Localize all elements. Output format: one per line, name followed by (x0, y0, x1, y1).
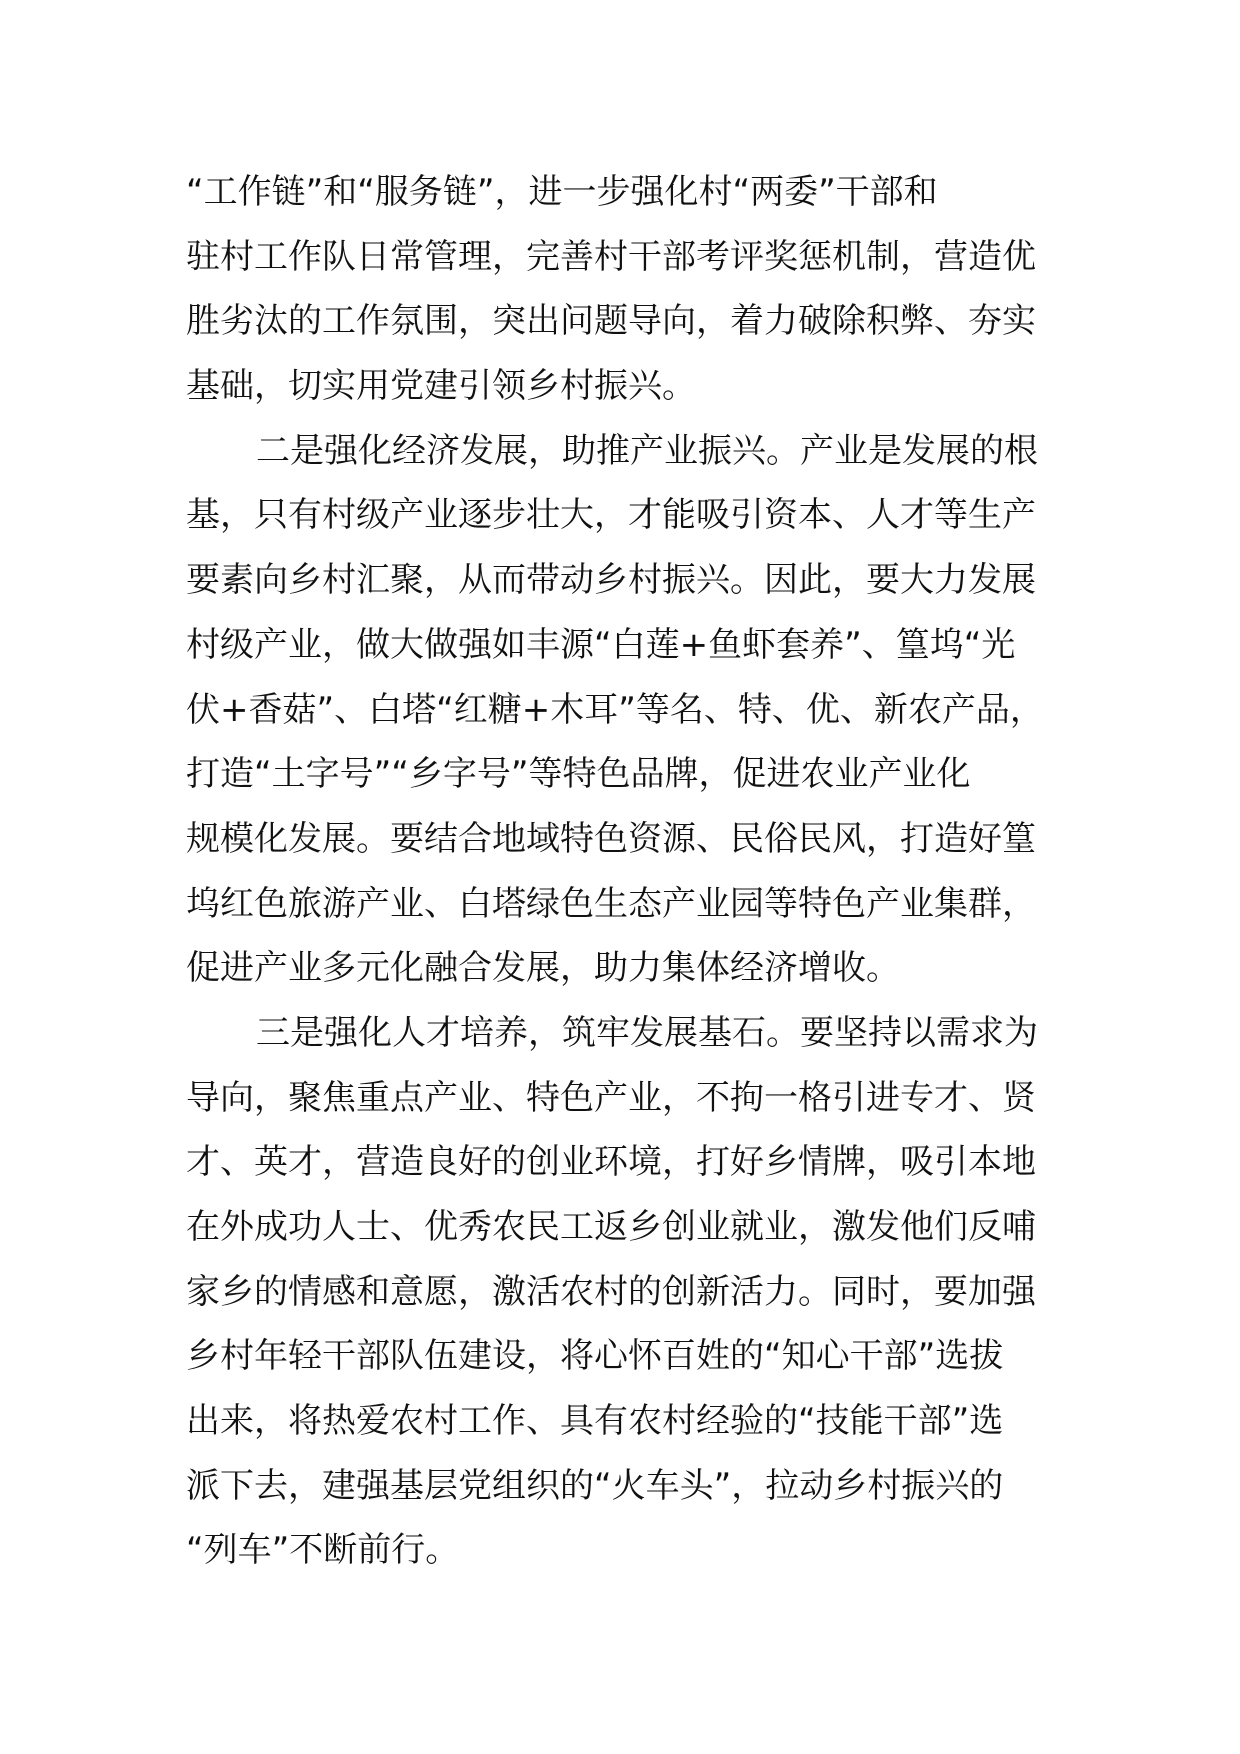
document-body (186, 160, 1056, 1583)
paragraph-2 (186, 419, 1056, 1001)
text-line: 村级产业，做大做强如丰源“白莲+鱼虾套养”、篁坞“光 (186, 624, 1016, 665)
text-line: 伏+香菇”、白塔“红糖+木耳”等名、特、优、新农产品， (186, 689, 1044, 730)
text-line: 打造“土字号”“乡字号”等特色品牌，促进农业产业化 (186, 754, 971, 795)
text-line: 家乡的情感和意愿，激活农村的创新活力。同时，要加强 (186, 1271, 1036, 1312)
text-line: 基础，切实用党建引领乡村振兴。 (186, 366, 696, 407)
text-line: 出来，将热爱农村工作、具有农村经验的“技能干部”选 (186, 1401, 1004, 1442)
text-line: 乡村年轻干部队伍建设，将心怀百姓的“知心干部”选拔 (186, 1336, 1004, 1377)
text-line: 驻村工作队日常管理，完善村干部考评奖惩机制，营造优 (186, 236, 1036, 277)
text-line: 才、英才，营造良好的创业环境，打好乡情牌，吸引本地 (186, 1142, 1036, 1183)
text-line: “工作链”和“服务链”，进一步强化村“两委”干部和 (186, 172, 938, 212)
text-line: 派下去，建强基层党组织的“火车头”，拉动乡村振兴的 (186, 1465, 1004, 1506)
paragraph-1 (186, 160, 1056, 419)
text-line: 导向，聚焦重点产业、特色产业，不拘一格引进专才、贤 (186, 1077, 1036, 1118)
text-line-first: 二是强化经济发展，助推产业振兴。产业是发展的根 (256, 430, 1038, 471)
text-line: 促进产业多元化融合发展，助力集体经济增收。 (186, 948, 900, 989)
text-line: “列车”不断前行。 (186, 1530, 460, 1571)
text-line-first: 三是强化人才培养，筑牢发展基石。要坚持以需求为 (256, 1012, 1038, 1053)
text-line: 坞红色旅游产业、白塔绿色生态产业园等特色产业集群， (186, 883, 1036, 924)
text-line: 规模化发展。要结合地域特色资源、民俗民风，打造好篁 (186, 818, 1036, 859)
text-line: 要素向乡村汇聚，从而带动乡村振兴。因此，要大力发展 (186, 560, 1036, 601)
paragraph-3 (186, 1001, 1056, 1583)
text-line: 在外成功人士、优秀农民工返乡创业就业，激发他们反哺 (186, 1207, 1036, 1247)
text-line: 胜劣汰的工作氛围，突出问题导向，着力破除积弊、夯实 (186, 301, 1036, 342)
text-line: 基，只有村级产业逐步壮大，才能吸引资本、人才等生产 (186, 495, 1036, 536)
